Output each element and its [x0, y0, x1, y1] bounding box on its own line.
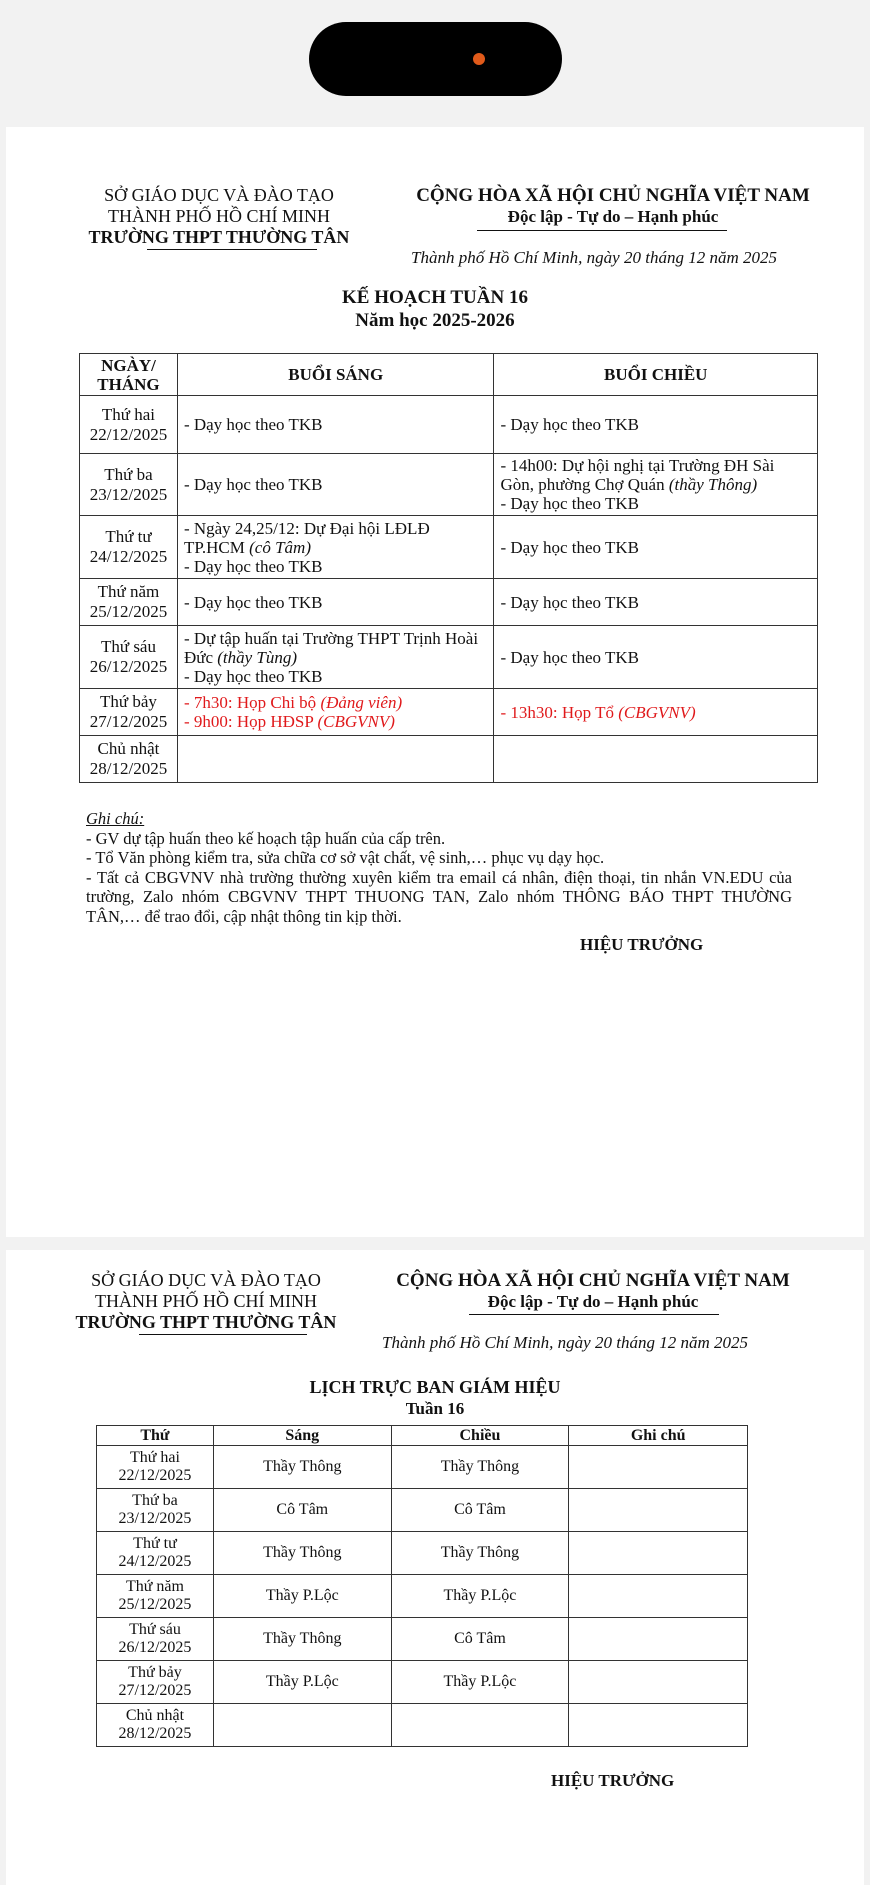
activity-text: - 9h00: Họp HĐSP	[183, 712, 318, 731]
day-name: Thứ tư	[133, 1535, 177, 1552]
day-name: Thứ hai	[129, 1449, 180, 1466]
school-name: TRƯỜNG THPT THƯỜNG TÂN	[88, 227, 350, 247]
note-duty-cell	[569, 1532, 748, 1575]
day-date: 23/12/2025	[118, 1510, 192, 1527]
day-cell	[80, 454, 178, 516]
date-line: Thành phố Hồ Chí Minh, ngày 20 tháng 12 năm 2025	[382, 1333, 748, 1352]
note-duty-cell	[569, 1618, 748, 1661]
afternoon-duty-cell: Thầy Thông	[391, 1446, 569, 1489]
afternoon-duty-cell: Thầy P.Lộc	[391, 1661, 569, 1704]
table-row	[97, 1704, 748, 1747]
activity-text: - Dạy học theo TKB	[500, 537, 639, 557]
morning-duty-cell: Thầy Thông	[213, 1532, 391, 1575]
day-cell	[97, 1618, 214, 1661]
duty-schedule-table	[96, 1425, 748, 1747]
day-date: 27/12/2025	[89, 712, 168, 731]
morning-duty-cell: Thầy Thông	[213, 1618, 391, 1661]
city-name: THÀNH PHỐ HỒ CHÍ MINH	[95, 1291, 317, 1311]
table-row	[97, 1575, 748, 1618]
afternoon-activity-cell	[494, 626, 818, 689]
table-row	[80, 736, 818, 783]
activity-text: - Dạy học theo TKB	[183, 556, 323, 576]
note-item: - Tất cả CBGVNV nhà trường thường xuyên kiểm tra email cá nhân, điện thoại, tin nhắn VN.EDU của trường, Zalo nhóm CBGVNV THPT THUONG TAN, Zalo nhóm THÔNG BÁO THPT THƯỜNG TÂN,… để trao đổi, cập nhật thông tin kịp thời.	[86, 867, 792, 926]
divider	[477, 230, 727, 231]
activity-line	[500, 703, 811, 722]
morning-duty-cell: Thầy P.Lộc	[213, 1661, 391, 1704]
table-row	[80, 396, 818, 454]
afternoon-activity-cell	[494, 689, 818, 736]
afternoon-activity-cell	[494, 579, 818, 626]
table-row	[97, 1661, 748, 1704]
activity-text: - Dạy học theo TKB	[500, 592, 639, 612]
afternoon-activity-cell	[494, 516, 818, 579]
morning-duty-cell: Thầy P.Lộc	[213, 1575, 391, 1618]
note-duty-cell	[569, 1446, 748, 1489]
day-date: 26/12/2025	[118, 1639, 192, 1656]
divider	[469, 1314, 719, 1315]
school-header	[71, 1270, 341, 1333]
note-duty-cell	[569, 1704, 748, 1747]
document-page-2	[6, 1250, 864, 1885]
national-title: CỘNG HÒA XÃ HỘI CHỦ NGHĨA VIỆT NAM	[396, 1270, 790, 1291]
day-date: 28/12/2025	[118, 1725, 192, 1742]
column-header-afternoon: Chiều	[391, 1426, 569, 1446]
morning-activity-cell	[177, 736, 494, 783]
duty-title: LỊCH TRỰC BAN GIÁM HIỆU	[309, 1377, 561, 1397]
morning-duty-cell: Thầy Thông	[213, 1446, 391, 1489]
activity-text: - Dạy học theo TKB	[500, 415, 639, 434]
table-header-row	[80, 354, 818, 396]
day-cell	[97, 1532, 214, 1575]
day-cell	[80, 516, 178, 579]
date-line: Thành phố Hồ Chí Minh, ngày 20 tháng 12 năm 2025	[411, 248, 777, 267]
activity-line	[184, 475, 488, 494]
activity-line	[500, 593, 811, 612]
table-row	[80, 626, 818, 689]
afternoon-activity-cell	[494, 396, 818, 454]
activity-line	[184, 519, 488, 557]
day-name: Chủ nhật	[125, 1707, 185, 1724]
table-row	[80, 689, 818, 736]
note-duty-cell	[569, 1661, 748, 1704]
activity-text: - Dự tập huấn tại Trường THPT Trịnh Hoài Đức	[183, 628, 479, 667]
activity-line	[500, 415, 811, 434]
activity-text: - 13h30: Họp Tổ	[500, 702, 619, 722]
activity-line	[500, 648, 811, 667]
day-cell	[80, 396, 178, 454]
plan-title: KẾ HOẠCH TUẦN 16	[342, 287, 528, 308]
table-row	[80, 516, 818, 579]
day-date: 24/12/2025	[89, 547, 168, 566]
document-page-1	[6, 127, 864, 1237]
activity-line	[500, 538, 811, 557]
school-year: Năm học 2025-2026	[355, 310, 515, 331]
morning-activity-cell	[177, 396, 494, 454]
day-date: 23/12/2025	[89, 484, 168, 504]
day-date: 25/12/2025	[118, 1596, 192, 1613]
divider	[139, 1334, 307, 1335]
duty-title-block	[6, 1377, 864, 1419]
day-cell	[80, 689, 178, 736]
table-row	[97, 1532, 748, 1575]
activity-line	[184, 693, 488, 712]
afternoon-activity-cell	[494, 454, 818, 516]
afternoon-duty-cell: Cô Tâm	[391, 1618, 569, 1661]
activity-participants: (thầy Tùng)	[217, 647, 298, 667]
plan-title-block	[6, 286, 864, 332]
activity-text: - Dạy học theo TKB	[500, 647, 639, 667]
activity-text: - Dạy học theo TKB	[183, 415, 323, 434]
day-name: Thứ ba	[132, 1492, 178, 1509]
table-header-row	[97, 1426, 748, 1446]
day-name: Thứ bảy	[128, 1664, 182, 1681]
national-header	[378, 1270, 808, 1312]
day-date: 22/12/2025	[89, 424, 168, 444]
table-row	[80, 454, 818, 516]
activity-line	[184, 712, 488, 731]
national-motto: Độc lập - Tự do – Hạnh phúc	[507, 207, 719, 226]
divider	[147, 249, 317, 250]
activity-text: - Dạy học theo TKB	[183, 592, 323, 612]
column-header-morning: BUỔI SÁNG	[177, 354, 494, 396]
day-name: Thứ tư	[105, 527, 152, 546]
notes-label: Ghi chú:	[86, 809, 145, 828]
day-name: Thứ sáu	[100, 637, 156, 656]
day-cell	[97, 1489, 214, 1532]
afternoon-duty-cell: Cô Tâm	[391, 1489, 569, 1532]
activity-participants: (CBGVNV)	[317, 712, 395, 731]
activity-text: - Ngày 24,25/12: Dự Đại hội LĐLĐ TP.HCM	[183, 518, 430, 557]
note-duty-cell	[569, 1489, 748, 1532]
national-motto: Độc lập - Tự do – Hạnh phúc	[487, 1292, 699, 1311]
weekly-plan-table	[79, 353, 818, 783]
school-name: TRƯỜNG THPT THƯỜNG TÂN	[75, 1312, 337, 1332]
day-name: Thứ bảy	[100, 692, 157, 711]
column-header-day: Thứ	[97, 1426, 214, 1446]
table-row	[97, 1618, 748, 1661]
table-row	[97, 1446, 748, 1489]
principal-signature-label: HIỆU TRƯỞNG	[580, 935, 704, 954]
day-cell	[80, 736, 178, 783]
school-header	[84, 185, 354, 248]
week-label: Tuần 16	[405, 1399, 465, 1418]
activity-line	[184, 557, 488, 576]
note-item: - Tổ Văn phòng kiểm tra, sửa chữa cơ sở vật chất, vệ sinh,… phục vụ dạy học.	[86, 848, 605, 867]
activity-participants: (Đảng viên)	[320, 693, 403, 712]
department-name: SỞ GIÁO DỤC VÀ ĐÀO TẠO	[104, 185, 334, 205]
activity-participants: (cô Tâm)	[249, 537, 311, 557]
morning-activity-cell	[177, 516, 494, 579]
activity-line	[500, 456, 811, 494]
column-header-morning: Sáng	[213, 1426, 391, 1446]
day-cell	[80, 626, 178, 689]
activity-line	[500, 494, 811, 513]
activity-text: - Dạy học theo TKB	[183, 666, 323, 686]
activity-participants: (CBGVNV)	[618, 702, 696, 722]
afternoon-activity-cell	[494, 736, 818, 783]
activity-participants: (thầy Thông)	[668, 475, 758, 494]
activity-text: - Dạy học theo TKB	[183, 475, 323, 494]
morning-duty-cell: Cô Tâm	[213, 1489, 391, 1532]
activity-text: - Dạy học theo TKB	[500, 494, 639, 513]
day-date: 22/12/2025	[118, 1467, 192, 1484]
day-date: 28/12/2025	[89, 759, 168, 778]
city-name: THÀNH PHỐ HỒ CHÍ MINH	[108, 206, 330, 226]
national-header	[398, 185, 828, 227]
day-name: Thứ ba	[104, 464, 153, 484]
morning-activity-cell	[177, 626, 494, 689]
day-name: Thứ hai	[101, 404, 156, 424]
morning-activity-cell	[177, 689, 494, 736]
day-cell	[97, 1446, 214, 1489]
day-cell	[97, 1575, 214, 1618]
camera-pill	[309, 22, 562, 96]
note-item: - GV dự tập huấn theo kế hoạch tập huấn của cấp trên.	[86, 828, 446, 848]
activity-text: - 7h30: Họp Chi bộ	[183, 693, 321, 712]
activity-line	[184, 415, 488, 434]
department-name: SỞ GIÁO DỤC VÀ ĐÀO TẠO	[91, 1270, 321, 1290]
notes-section	[86, 809, 792, 926]
activity-line	[184, 593, 488, 612]
activity-text: - 14h00: Dự hội nghị tại Trường ĐH Sài Gòn, phường Chợ Quán	[500, 456, 775, 494]
column-header-notes: Ghi chú	[569, 1426, 748, 1446]
day-cell	[80, 579, 178, 626]
activity-line	[184, 629, 488, 667]
day-name: Chủ nhật	[97, 739, 160, 758]
day-date: 27/12/2025	[118, 1682, 192, 1699]
national-title: CỘNG HÒA XÃ HỘI CHỦ NGHĨA VIỆT NAM	[416, 185, 810, 206]
day-name: Thứ năm	[97, 582, 160, 601]
day-name: Thứ năm	[125, 1578, 184, 1595]
afternoon-duty-cell: Thầy P.Lộc	[391, 1575, 569, 1618]
afternoon-duty-cell: Thầy Thông	[391, 1532, 569, 1575]
table-row	[97, 1489, 748, 1532]
day-date: 26/12/2025	[89, 657, 168, 676]
note-duty-cell	[569, 1575, 748, 1618]
camera-dot-icon	[473, 53, 485, 65]
morning-activity-cell	[177, 454, 494, 516]
column-header-date: NGÀY/ THÁNG	[80, 354, 178, 396]
day-name: Thứ sáu	[129, 1621, 181, 1638]
morning-duty-cell	[213, 1704, 391, 1747]
day-date: 24/12/2025	[118, 1553, 192, 1570]
activity-line	[184, 667, 488, 686]
afternoon-duty-cell	[391, 1704, 569, 1747]
day-date: 25/12/2025	[89, 602, 168, 621]
morning-activity-cell	[177, 579, 494, 626]
table-row	[80, 579, 818, 626]
day-cell	[97, 1704, 214, 1747]
column-header-afternoon: BUỔI CHIỀU	[494, 354, 818, 396]
principal-signature-label: HIỆU TRƯỞNG	[551, 1771, 675, 1790]
day-cell	[97, 1661, 214, 1704]
